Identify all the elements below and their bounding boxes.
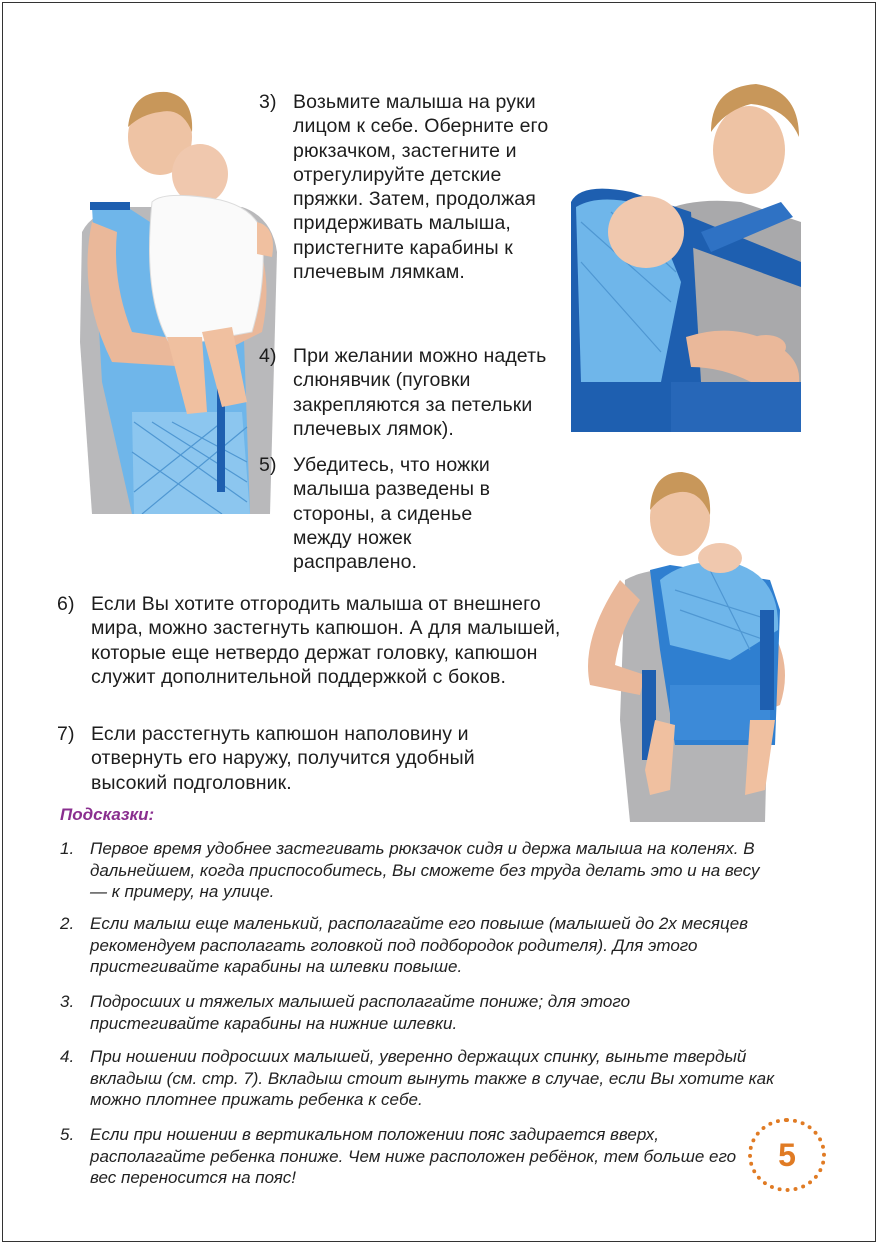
- step-number: 6): [57, 593, 75, 615]
- hint-item-5: [60, 1124, 760, 1189]
- hint-item-2: [60, 913, 800, 978]
- photo-fastening-carrier: [571, 82, 801, 432]
- page-number: 5: [778, 1136, 796, 1173]
- photo-baby-in-carrier-hood: [580, 470, 802, 822]
- step-3: [259, 90, 579, 284]
- step-7: [57, 722, 577, 795]
- hint-number: 1.: [60, 839, 75, 858]
- step-number: 7): [57, 723, 75, 745]
- step-text: При желании можно надеть слюнявчик (пуговки закрепляются за петельки плечевых лямок).: [293, 345, 547, 440]
- hint-number: 4.: [60, 1047, 75, 1066]
- step-number: 5): [259, 454, 277, 476]
- hint-item-1: [60, 838, 800, 903]
- step-text: Если расстегнуть капюшон наполовину и отвернуть его наружу, получится удобный высокий подголовник.: [91, 723, 475, 794]
- hint-item-3: [60, 991, 800, 1034]
- step-text: Если Вы хотите отгородить малыша от внешнего мира, можно застегнуть капюшон. А для малышей, которые еще нетвердо держат головку, капюшон служит дополнительной поддержкой с боков.: [91, 593, 561, 688]
- hint-number: 3.: [60, 992, 75, 1011]
- hint-number: 5.: [60, 1125, 75, 1144]
- hints-title: Подсказки:: [60, 805, 155, 824]
- hint-text: Если малыш еще маленький, располагайте его повыше (малышей до 2х месяцев рекомендуем располагать головкой под подбородок родителя). Для этого пристегивайте карабины на шлевки повыше.: [90, 914, 749, 976]
- hint-number: 2.: [60, 914, 75, 933]
- hint-item-4: [60, 1046, 800, 1111]
- step-6: [57, 592, 577, 689]
- hint-text: При ношении подросших малышей, уверенно держащих спинку, выньте твердый вкладыш (см. стр. 7). Вкладыш стоит вынуть также в случае, если Вы хотите как можно плотнее прижать ребенка к себе.: [90, 1047, 775, 1109]
- step-5: [259, 453, 579, 574]
- hint-text: Первое время удобнее застегивать рюкзачок сидя и держа малыша на коленях. В дальнейшем, когда приспособитесь, Вы сможете без труда делать это и на весу — к примеру, на улице.: [90, 839, 760, 901]
- photo-mother-holding-baby: [72, 82, 282, 514]
- step-number: 4): [259, 345, 277, 367]
- step-4: [259, 344, 579, 441]
- step-text: Убедитесь, что ножки малыша разведены в стороны, а сиденье между ножек расправлено.: [293, 454, 491, 574]
- page-number-badge: [748, 1118, 826, 1192]
- hint-text: Подросших и тяжелых малышей располагайте пониже; для этого пристегивайте карабины на нижние шлевки.: [90, 992, 631, 1033]
- step-number: 3): [259, 91, 277, 113]
- step-text: Возьмите малыша на руки лицом к себе. Оберните его рюкзачком, застегните и отрегулируйте детские пряжки. Затем, продолжая придерживать малыша, пристегните карабины к плечевым лямкам.: [293, 91, 549, 284]
- hint-text: Если при ношении в вертикальном положении пояс задирается вверх, располагайте ребенка пониже. Чем ниже расположен ребёнок, тем больше его вес переносится на пояс!: [90, 1125, 737, 1187]
